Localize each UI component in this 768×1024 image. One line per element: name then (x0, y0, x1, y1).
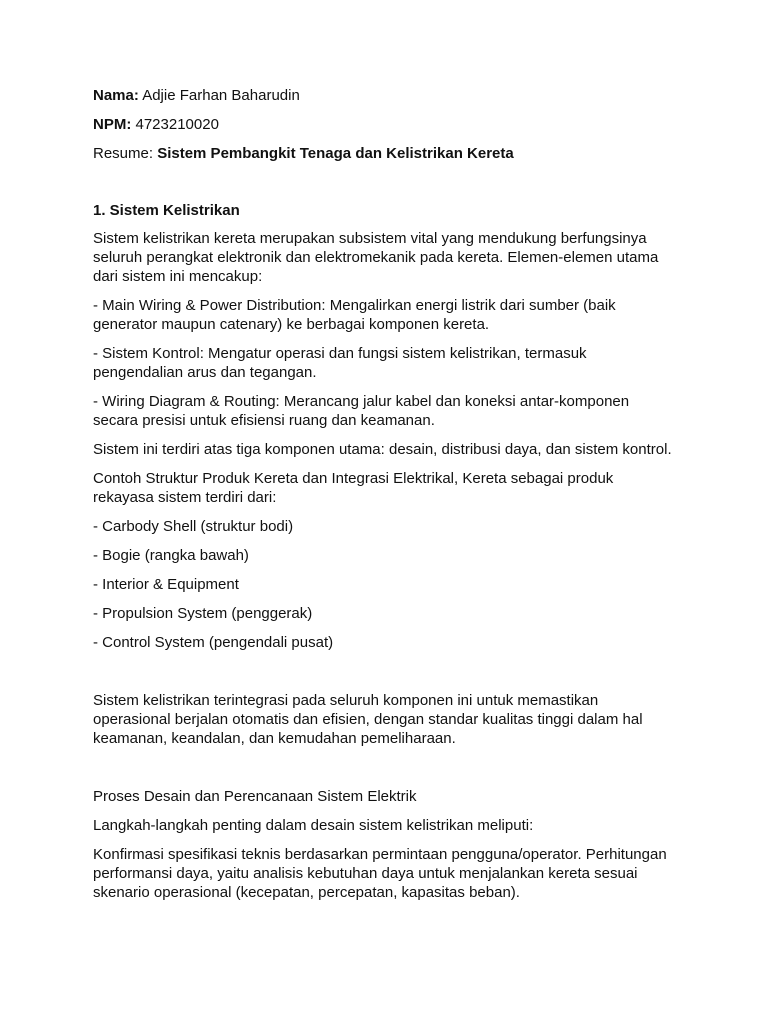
integration-paragraph: Sistem kelistrikan terintegrasi pada seluruh komponen ini untuk memastikan operasional berjalan otomatis dan efisien, dengan standar kualitas tinggi dalam hal keamanan, keandalan, dan kemudahan pemeliharaan. (93, 692, 643, 747)
resume-line (93, 144, 673, 163)
list-item: - Main Wiring & Power Distribution: Mengalirkan energi listrik dari sumber (baik generator maupun catenary) ke berbagai komponen kereta. (93, 297, 616, 333)
section2-steps: Konfirmasi spesifikasi teknis berdasarkan permintaan pengguna/operator. Perhitungan performansi daya, yaitu analisis kebutuhan daya untuk menjalankan kereta sesuai skenario operasional (kecepatan, percepatan, kapasitas beban). (93, 846, 667, 901)
npm-label: NPM: (93, 116, 132, 133)
structure-item: - Carbody Shell (struktur bodi) (93, 518, 294, 535)
section2-heading: Proses Desain dan Perencanaan Sistem Elektrik (93, 788, 417, 805)
section1-summary: Sistem ini terdiri atas tiga komponen utama: desain, distribusi daya, dan sistem kontrol. (93, 441, 672, 458)
document-page (93, 86, 673, 912)
npm-value: 4723210020 (135, 116, 219, 133)
list-item: - Sistem Kontrol: Mengatur operasi dan fungsi sistem kelistrikan, termasuk pengendalian arus dan tegangan. (93, 345, 587, 381)
resume-title: Sistem Pembangkit Tenaga dan Kelistrikan Kereta (157, 145, 514, 162)
name-line (93, 86, 673, 105)
structure-item: - Propulsion System (penggerak) (93, 605, 313, 622)
structure-item: - Bogie (rangka bawah) (93, 547, 249, 564)
structure-item: - Interior & Equipment (93, 576, 239, 593)
section1-intro: Sistem kelistrikan kereta merupakan subsistem vital yang mendukung berfungsinya seluruh perangkat elektronik dan elektromekanik pada kereta. Elemen-elemen utama dari sistem ini mencakup: (93, 230, 659, 285)
npm-line (93, 115, 673, 134)
name-value: Adjie Farhan Baharudin (142, 87, 300, 104)
name-label: Nama: (93, 87, 139, 104)
structure-intro: Contoh Struktur Produk Kereta dan Integrasi Elektrikal, Kereta sebagai produk rekayasa sistem terdiri dari: (93, 470, 614, 506)
section2-intro: Langkah-langkah penting dalam desain sistem kelistrikan meliputi: (93, 817, 534, 834)
list-item: - Wiring Diagram & Routing: Merancang jalur kabel dan koneksi antar-komponen secara presisi untuk efisiensi ruang dan keamanan. (93, 393, 630, 429)
structure-item: - Control System (pengendali pusat) (93, 634, 334, 651)
resume-label: Resume: (93, 145, 154, 162)
section1-heading: 1. Sistem Kelistrikan (93, 202, 240, 219)
